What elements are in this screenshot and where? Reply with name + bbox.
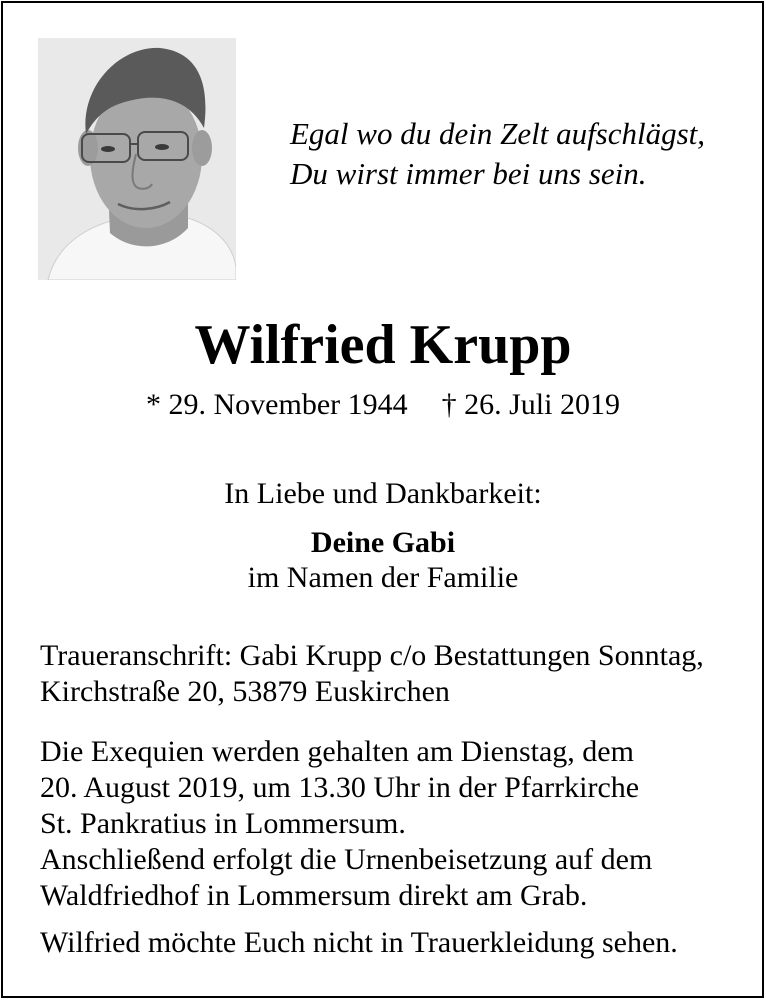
memorial-quote — [290, 114, 705, 194]
address-line-1: Traueranschrift: Gabi Krupp c/o Bestattungen Sonntag, — [40, 639, 704, 672]
quote-line-1: Egal wo du dein Zelt aufschlägst, — [290, 116, 706, 151]
service-line-3: St. Pankratius in Lommersum. — [40, 807, 406, 840]
burial-line-2: Waldfriedhof in Lommersum direkt am Grab. — [40, 879, 588, 912]
birth-date: * 29. November 1944 — [146, 388, 408, 421]
service-line-1: Die Exequien werden gehalten am Dienstag, dem — [40, 735, 634, 768]
address-line-2: Kirchstraße 20, 53879 Euskirchen — [40, 675, 450, 708]
life-dates — [0, 385, 766, 425]
mourning-address — [40, 638, 704, 710]
service-line-2: 20. August 2019, um 13.30 Uhr in der Pfarrkirche — [40, 771, 640, 804]
farewell-signed: Deine Gabi — [310, 526, 456, 559]
service-details — [40, 734, 639, 842]
clothing-wish: Wilfried möchte Euch nicht in Trauerkleidung sehen. — [40, 926, 678, 959]
burial-line-1: Anschließend erfolgt die Urnenbeisetzung auf dem — [40, 843, 653, 876]
portrait-photo — [38, 38, 236, 280]
deceased-name: Wilfried Krupp — [194, 314, 572, 376]
burial-details — [40, 842, 652, 914]
farewell-intro: In Liebe und Dankbarkeit: — [224, 477, 542, 510]
quote-line-2: Du wirst immer bei uns sein. — [290, 156, 647, 191]
farewell-family: im Namen der Familie — [247, 561, 519, 594]
death-date: † 26. Juli 2019 — [441, 388, 620, 421]
